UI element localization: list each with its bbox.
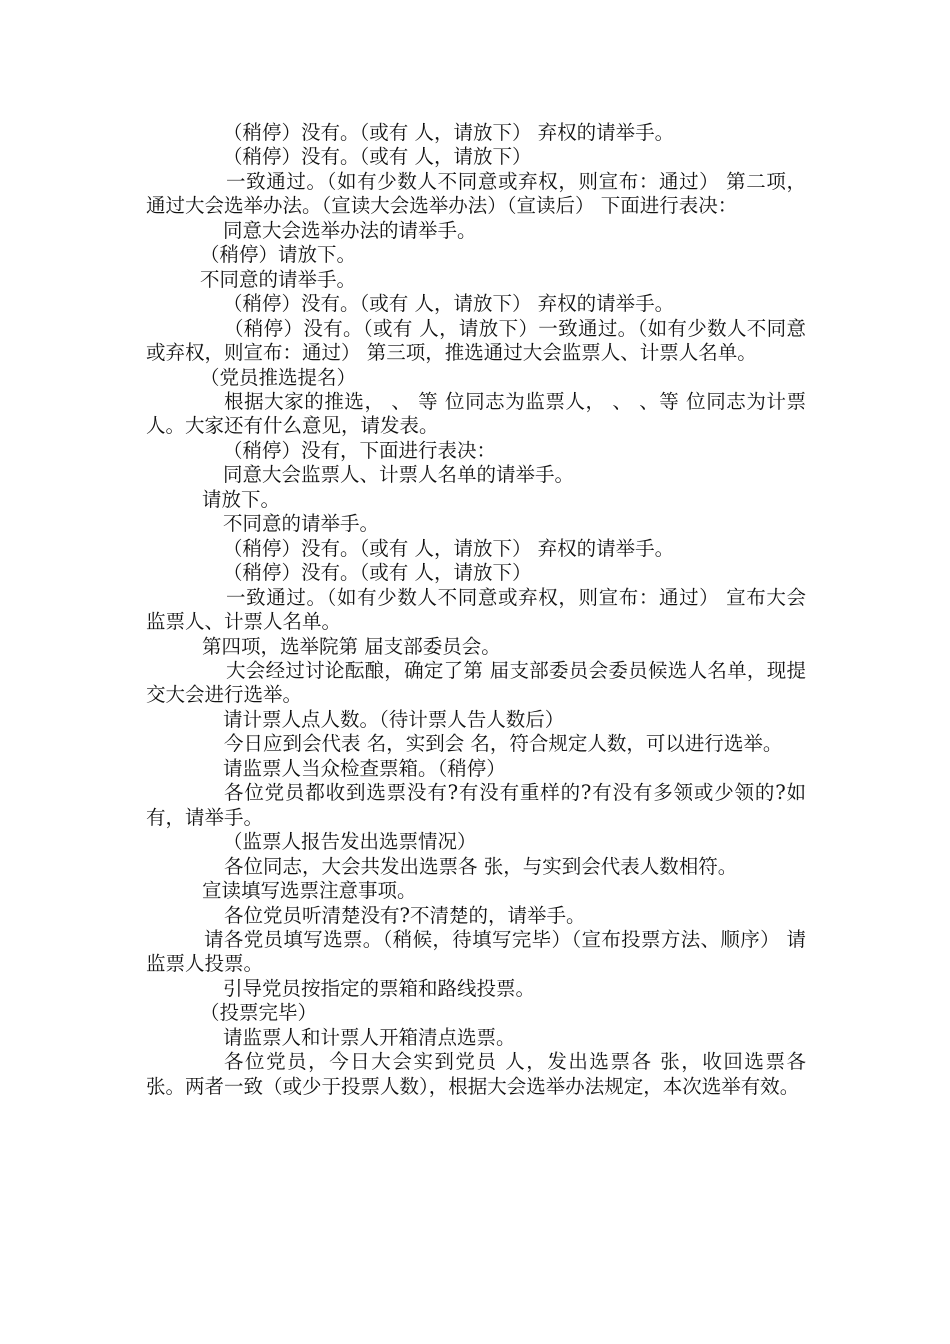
paragraph: （党员推选提名） xyxy=(200,365,357,389)
paragraph: 不同意的请举手。 xyxy=(200,267,357,291)
paragraph: 请监票人和计票人开箱清点选票。 xyxy=(223,1025,516,1049)
paragraph: （稍停）没有。（或有 人，请放下） xyxy=(223,145,532,169)
paragraph: （稍停）没有。（或有 人，请放下） 弃权的请举手。 xyxy=(223,536,675,560)
paragraph: 根据大家的推选， 、 等 位同志为监票人， 、 、等 位同志为计票人。大家还有什么意见，请发表。 xyxy=(146,389,806,438)
paragraph: 一致通过。（如有少数人不同意或弃权，则宣布：通过） 宣布大会监票人、计票人名单。 xyxy=(146,585,806,634)
paragraph: 今日应到会代表 名，实到会 名，符合规定人数，可以进行选举。 xyxy=(224,732,783,756)
paragraph: 各位同志，大会共发出选票各 张，与实到会代表人数相符。 xyxy=(224,854,738,878)
paragraph: 请监票人当众检查票箱。（稍停） xyxy=(223,756,506,780)
paragraph: 各位党员，今日大会实到党员 人，发出选票各 张，收回选票各 张。两者一致（或少于投票人数），根据大会选举办法规定，本次选举有效。 xyxy=(146,1050,806,1098)
paragraph: 请放下。 xyxy=(202,487,281,511)
paragraph: 一致通过。（如有少数人不同意或弃权，则宣布：通过） 第二项，通过大会选举办法。（宣读大会选举办法）（宣读后） 下面进行表决： xyxy=(146,169,806,218)
paragraph: 各位党员都收到选票没有?有没有重样的?有没有多领或少领的?如有，请举手。 xyxy=(146,781,806,829)
paragraph: 宣读填写选票注意事项。 xyxy=(202,879,417,903)
paragraph: （稍停）没有。（或有 人，请放下） 弃权的请举手。 xyxy=(223,121,675,144)
paragraph: 同意大会监票人、计票人名单的请举手。 xyxy=(223,463,575,487)
paragraph: 同意大会选举办法的请举手。 xyxy=(223,218,477,242)
paragraph: 大会经过讨论酝酿，确定了第 届支部委员会委员候选人名单，现提交大会进行选举。 xyxy=(146,658,806,707)
paragraph: （稍停）没有。（或有 人，请放下） xyxy=(223,561,532,585)
paragraph: 各位党员听清楚没有?不清楚的，请举手。 xyxy=(224,903,586,927)
document-page xyxy=(146,121,806,1099)
paragraph: （稍停）没有。（或有 人，请放下）一致通过。（如有少数人不同意或弃权，则宣布：通过） 第三项，推选通过大会监票人、计票人名单。 xyxy=(146,316,806,365)
paragraph: 不同意的请举手。 xyxy=(223,512,380,536)
paragraph: （稍停）请放下。 xyxy=(200,243,357,267)
paragraph: 引导党员按指定的票箱和路线投票。 xyxy=(223,976,536,1000)
paragraph: 请各党员填写选票。（稍候，待填写完毕）（宣布投票方法、顺序） 请监票人投票。 xyxy=(146,927,806,976)
paragraph: （稍停）没有，下面进行表决： xyxy=(223,438,497,462)
paragraph: （监票人报告发出选票情况） xyxy=(223,830,477,854)
paragraph: （稍停）没有。（或有 人，请放下） 弃权的请举手。 xyxy=(223,292,675,316)
paragraph: 第四项，选举院第 届支部委员会。 xyxy=(202,634,501,658)
paragraph: （投票完毕） xyxy=(200,1001,318,1025)
paragraph: 请计票人点人数。（待计票人告人数后） xyxy=(223,707,565,731)
